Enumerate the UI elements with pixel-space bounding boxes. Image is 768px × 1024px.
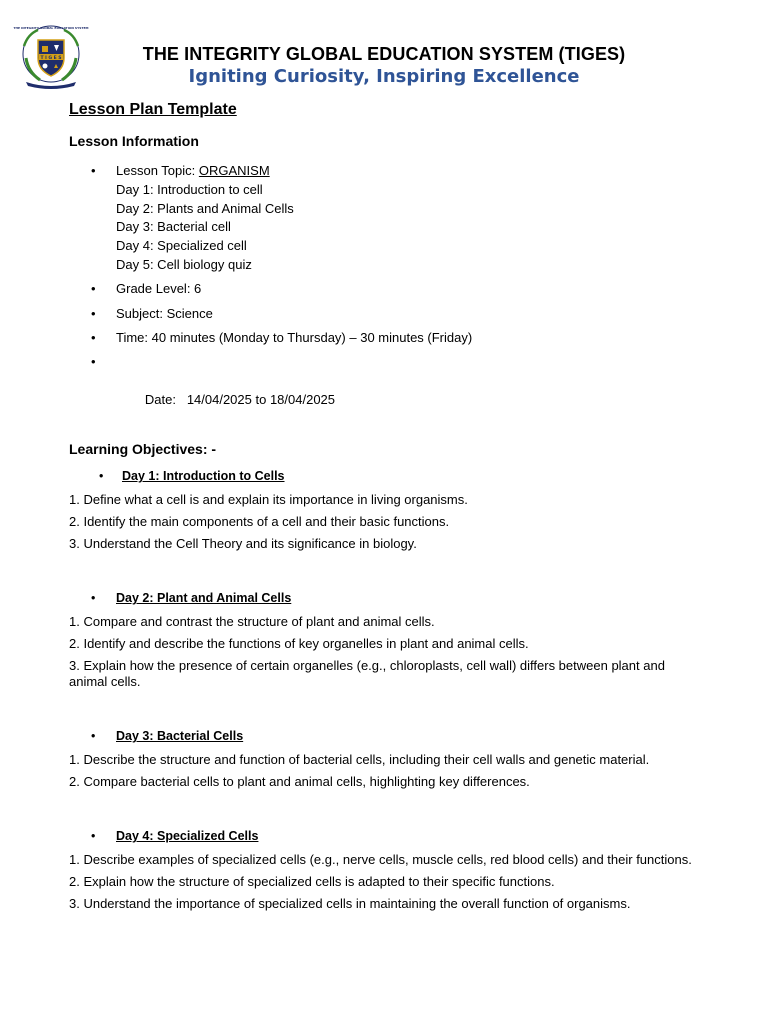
- list-item-topic: [69, 162, 699, 275]
- objective-item: 1. Describe examples of specialized cells (e.g., nerve cells, muscle cells, red blood cells) and their functions.: [69, 852, 692, 868]
- objective-item: 1. Describe the structure and function of bacterial cells, including their cell walls and genetic material.: [69, 752, 650, 768]
- bullet-icon: •: [91, 329, 96, 345]
- objective-item: 2. Identify the main components of a cell and their basic functions.: [69, 514, 450, 530]
- list-item-date: [69, 353, 699, 428]
- objective-item: 2. Compare bacterial cells to plant and animal cells, highlighting key differences.: [69, 774, 530, 790]
- grade-level: Grade Level: 6: [116, 281, 202, 297]
- day-heading: • Day 1: Introduction to Cells: [69, 466, 699, 486]
- day-schedule-item: Day 1: Introduction to cell: [116, 181, 263, 197]
- list-item-subject: [69, 305, 699, 324]
- day-heading: • Day 4: Specialized Cells: [69, 826, 699, 846]
- bullet-icon: •: [99, 469, 104, 484]
- day-heading: • Day 3: Bacterial Cells: [69, 726, 699, 746]
- list-item-time: [69, 329, 699, 348]
- objective-item: 2. Identify and describe the functions of key organelles in plant and animal cells.: [69, 636, 529, 652]
- day-schedule-item: Day 3: Bacterial cell: [116, 219, 231, 235]
- school-name: THE INTEGRITY GLOBAL EDUCATION SYSTEM (TIGES): [142, 44, 626, 64]
- objectives-day-3: [69, 726, 699, 790]
- topic-label: Lesson Topic:: [116, 163, 199, 178]
- objective-item: 3. Understand the importance of specialized cells in maintaining the overall function of organisms.: [69, 896, 631, 912]
- document-body: [69, 98, 699, 912]
- bullet-icon: •: [91, 829, 96, 844]
- bullet-icon: •: [91, 163, 96, 178]
- day-schedule-item: Day 5: Cell biology quiz: [116, 256, 252, 272]
- objectives-day-2: [69, 588, 699, 690]
- objectives-day-4: [69, 826, 699, 912]
- bullet-icon: •: [91, 305, 96, 321]
- school-tagline: Igniting Curiosity, Inspiring Excellence: [188, 66, 580, 87]
- day-schedule-item: Day 2: Plants and Animal Cells: [116, 200, 294, 216]
- topic-value: ORGANISM: [198, 163, 270, 178]
- list-item-grade: [69, 280, 699, 299]
- bullet-icon: •: [91, 281, 96, 297]
- objective-item: 3. Understand the Cell Theory and its significance in biology.: [69, 536, 417, 552]
- objectives-day-1: [69, 466, 699, 552]
- bullet-icon: •: [91, 729, 96, 744]
- learning-objectives-heading: Learning Objectives: -: [69, 441, 217, 458]
- time: Time: 40 minutes (Monday to Thursday) – 30 minutes (Friday): [116, 329, 473, 345]
- logo-letters: T I G E S: [40, 55, 62, 61]
- bullet-icon: •: [91, 354, 96, 370]
- logo-text: THE INTEGRITY GLOBAL EDUCATION SYSTEM: [13, 26, 89, 30]
- bullet-icon: •: [91, 591, 96, 606]
- objective-item: 2. Explain how the structure of specialized cells is adapted to their specific functions.: [69, 874, 555, 890]
- objective-item: 1. Define what a cell is and explain its importance in living organisms.: [69, 492, 468, 508]
- lesson-info-list: [69, 162, 699, 428]
- day-schedule-item: Day 4: Specialized cell: [116, 238, 247, 254]
- date: Date: 14/04/2025 to 18/04/2025: [144, 391, 336, 407]
- objective-item: 1. Compare and contrast the structure of plant and animal cells.: [69, 614, 435, 630]
- lesson-info-heading: Lesson Information: [69, 133, 199, 149]
- day-heading: • Day 2: Plant and Animal Cells: [69, 588, 699, 608]
- subject: Subject: Science: [116, 305, 213, 321]
- objective-item: 3. Explain how the presence of certain organelles (e.g., chloroplasts, cell wall) differs between plant and animal cells.: [69, 658, 665, 690]
- document-title: Lesson Plan Template: [69, 101, 237, 118]
